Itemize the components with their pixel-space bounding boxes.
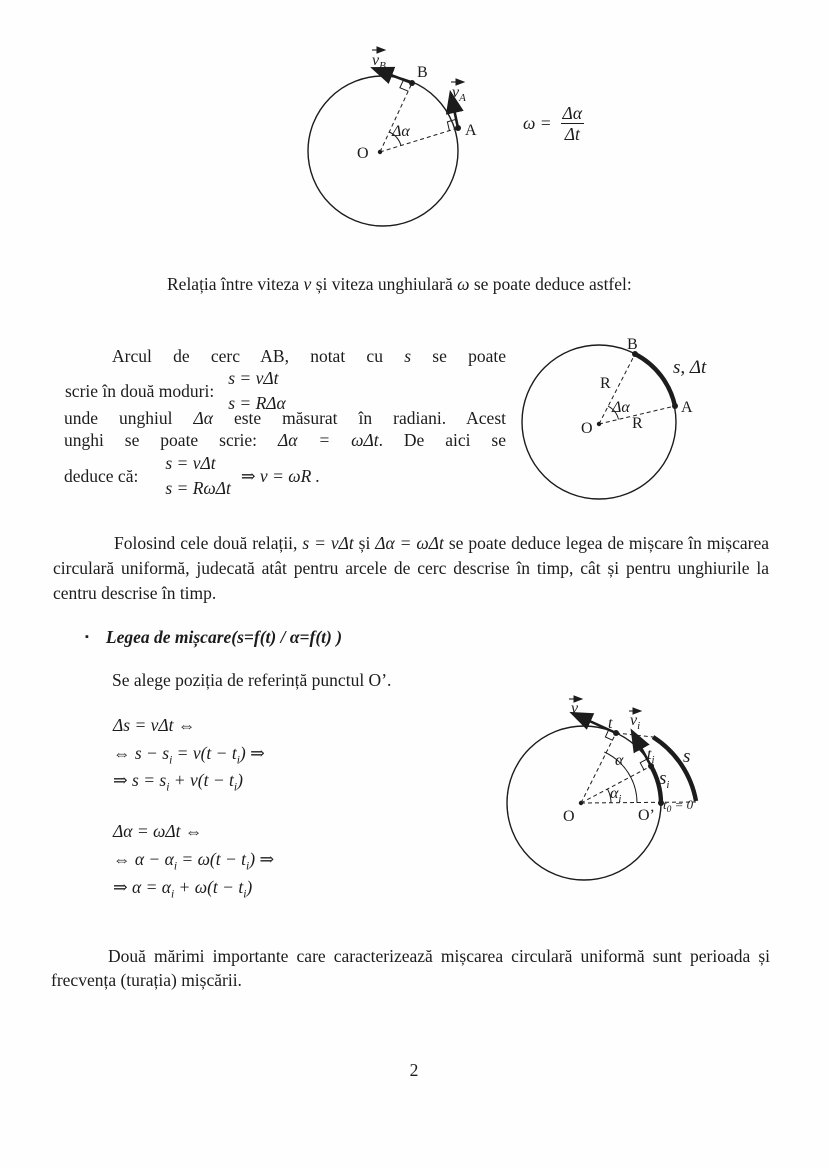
paragraph-arc-line5 [64,452,320,500]
paragraph-arc-line3: unde unghiul Δα este măsurat în radiani. Acest [64,408,506,428]
paragraph-marimi: Două mărimi importante care caracterizează mișcarea circulară uniformă sunt perioada și frecvența (turația) mișcării. [51,946,770,990]
equation-v-omega-r: ⇒ v = ωR . [240,465,321,486]
paragraph-arc-line2-label: scrie în două moduri: [65,380,215,401]
label-vA: $v_A$ [452,84,466,104]
label-v: v [571,700,579,717]
point-t-dot [613,730,619,736]
label-center-O: O [581,420,593,437]
arc-diagram [505,335,720,510]
label-t: t [608,715,613,732]
point-A-dot [672,403,678,409]
equation-alpha-1: Δα = ωΔt ⇔ [113,821,203,841]
law-heading [85,626,342,648]
label-alpha: α [615,752,624,769]
page-number: 2 [409,1060,419,1080]
point-A-dot [455,125,461,131]
formula-omega-denominator: Δt [561,123,584,144]
paragraph-arc [64,343,506,513]
list-bullet: ▪ [85,631,89,643]
equations-alpha [113,817,274,901]
label-delta-alpha: Δα [392,123,410,140]
equation-alpha-2: ⇔ $\alpha - \alpha_i = \omega(t - t_i)$ ⇒ [113,849,275,873]
label-s: s [683,746,691,767]
center-O-dot [579,801,583,805]
equation-s-rwdt: s = RωΔt [165,478,231,498]
label-si: $s_i$ [659,768,670,791]
equation-s-vdt: s = vΔt [228,368,279,388]
point-B-dot [409,80,415,86]
equation-s-2: ⇔ $s - s_i = v(t - t_i)$ ⇒ [113,742,265,766]
formula-omega-numerator: Δα [562,103,583,123]
label-ti: $t_i$ [647,746,655,766]
label-radius-R1: R [600,375,611,392]
figure-arc [505,335,720,510]
formula-omega [523,103,586,144]
center-O-dot [597,422,601,426]
angular-velocity-diagram [295,35,625,265]
equation-s-3: ⇒ $s = s_i + v(t - t_i)$ [113,770,243,794]
figure-angular-velocity [295,35,625,265]
label-delta-alpha: Δα [612,399,630,416]
center-O-dot [378,150,382,154]
paragraph-folosind: Folosind cele două relații, s = vΔt și Δα = ωΔt se poate deduce legea de mișcare în mișcarea circulară uniformă, judecată atât pentru arcele de cerc descrise în timp, cât și pentru unghiurile la centru descrise în timp. [53,533,769,603]
label-vi: $v_i$ [630,712,641,732]
label-radius-R2: R [632,415,643,432]
radius-OB-dashed [380,83,412,152]
label-point-A: A [465,122,477,139]
paragraph-arc-line5-label: deduce că: [64,465,139,486]
paragraph-arc-line4: unghi se poate scrie: Δα = ωΔt. De aici se [64,430,507,450]
formula-omega-lhs: ω = [523,113,552,133]
label-alpha-i: $\alpha_i$ [610,785,622,805]
label-arc-s-dt: s, Δt [673,357,707,378]
equation-s-vdt2: s = vΔt [165,453,216,473]
law-heading-text: Legea de mișcare(s=f(t) / α=f(t) ) [105,626,343,647]
formula-omega-fraction [559,103,586,144]
label-point-B: B [627,336,638,353]
label-center-O: O [357,145,369,162]
label-Oprime: O’ [638,807,655,824]
label-t0: $t_0 = 0$ [663,797,694,815]
equation-alpha-3: ⇒ $\alpha = \alpha_i + \omega(t - t_i)$ [113,877,253,901]
equation-s-rda: s = RΔα [228,393,286,413]
label-vB: $v_B$ [372,52,386,72]
paragraph-reference: Se alege poziția de referință punctul O’. [112,670,392,690]
label-point-A: A [681,399,693,416]
label-point-B: B [417,64,428,81]
paragraph-arc-line1: Arcul de cerc AB, notat cu s se poate [112,346,506,366]
arc-s-thick [635,354,675,406]
equations-s [113,712,265,795]
paragraph-intro: Relația între viteza v și viteza unghiulară ω se poate deduce astfel: [167,274,632,294]
figure-law-of-motion [490,695,725,920]
law-of-motion-diagram [490,695,725,920]
label-center-O: O [563,808,575,825]
equation-s-1: Δs = vΔt ⇔ [113,715,196,735]
